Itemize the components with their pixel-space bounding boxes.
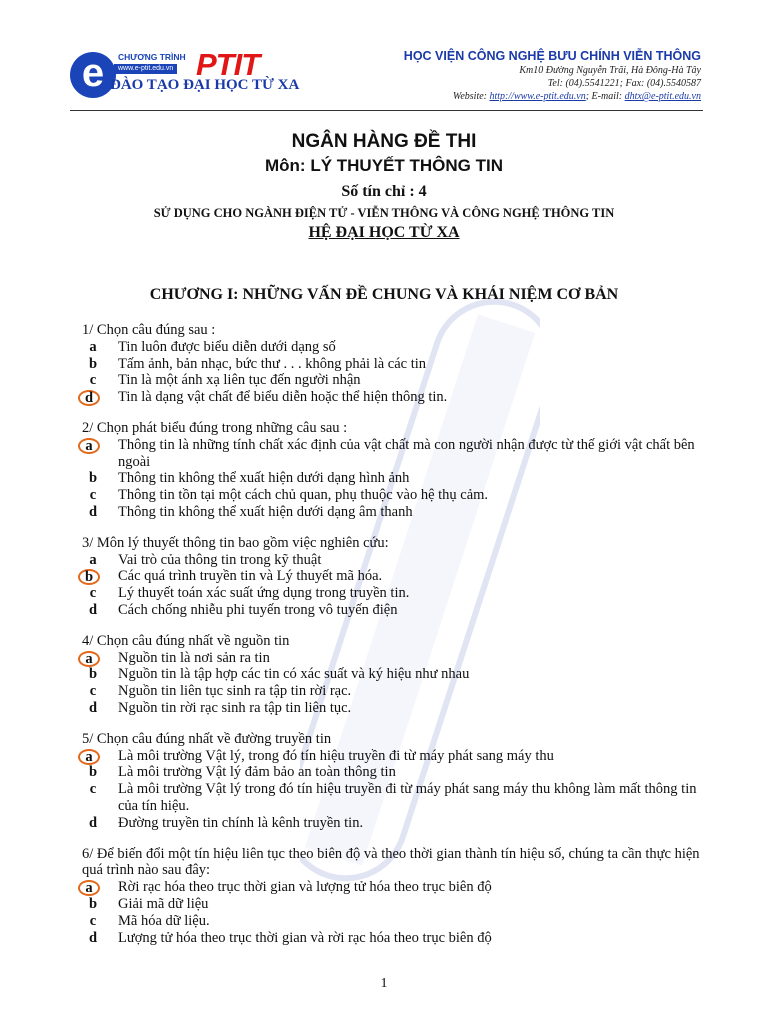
institution-name: HỌC VIỆN CÔNG NGHỆ BƯU CHÍNH VIỄN THÔNG (403, 49, 701, 63)
logo-brand: PTIT (196, 47, 260, 82)
option-text: Nguồn tin rời rạc sinh ra tập tin liên tục. (118, 699, 352, 716)
question-list (82, 322, 714, 960)
answer-option (82, 748, 714, 765)
option-text: Lý thuyết toán xác suất ứng dụng trong truyền tin. (118, 585, 410, 602)
option-letter: c (89, 372, 97, 389)
option-letter: b (88, 895, 98, 912)
question-item (82, 535, 714, 619)
selected-answer-letter: a (78, 651, 100, 667)
option-text: Rời rạc hóa theo trục thời gian và lượng tử hóa theo trục biên độ (118, 879, 492, 896)
option-letter: d (88, 699, 98, 716)
option-text: Tin luôn được biểu diễn dưới dạng số (118, 338, 336, 355)
option-letter: d (88, 929, 98, 946)
question-item (82, 846, 714, 947)
option-text: Lượng tử hóa theo trục thời gian và rời rạc hóa theo trục biên độ (118, 929, 492, 946)
answer-option (82, 764, 714, 781)
answer-option (82, 930, 714, 947)
ptit-logo (70, 47, 300, 105)
question-text: 2/ Chọn phát biểu đúng trong những câu sau : (82, 419, 348, 436)
option-letter: c (89, 683, 97, 700)
logo-program-label: CHƯƠNG TRÌNH (118, 52, 186, 62)
option-text: Tin là dạng vật chất để biểu diễn hoặc thể hiện thông tin. (118, 389, 448, 406)
email-link[interactable]: dhtx@e-ptit.edu.vn (624, 91, 701, 102)
answer-option (82, 896, 714, 913)
option-letter: b (88, 355, 98, 372)
option-letter: b (88, 666, 98, 683)
question-text: 3/ Môn lý thuyết thông tin bao gồm việc nghiên cứu: (82, 534, 389, 551)
usage-line: SỬ DỤNG CHO NGÀNH ĐIỆN TỬ - VIỄN THÔNG VÀ CÔNG NGHỆ THÔNG TIN (153, 206, 615, 220)
option-text: Thông tin là những tính chất xác định của vật chất mà con người nhận được từ thế giới vật chất bên ngoài (118, 436, 695, 470)
website-link[interactable]: http://www.e-ptit.edu.vn (489, 91, 586, 102)
option-letter: c (89, 781, 97, 798)
answer-option (82, 389, 714, 406)
option-letter: a (89, 338, 97, 355)
option-text: Cách chống nhiễu phi tuyến trong vô tuyến điện (118, 601, 398, 618)
answer-option (82, 339, 714, 356)
question-text: 1/ Chọn câu đúng sau : (82, 322, 216, 338)
option-text: Là môi trường Vật lý đảm bảo an toàn thông tin (118, 764, 396, 781)
option-text: Nguồn tin là tập hợp các tin có xác suất và ký hiệu như nhau (118, 666, 470, 683)
question-item (82, 322, 714, 406)
answer-option (82, 781, 714, 815)
logo-subtitle: ĐÀO TẠO ĐẠI HỌC TỪ XA (110, 77, 300, 93)
answer-option (82, 568, 714, 585)
page-number: 1 (380, 976, 388, 991)
question-text: 5/ Chọn câu đúng nhất về đường truyền tin (82, 730, 332, 747)
option-letter: b (88, 764, 98, 781)
answer-option (82, 879, 714, 896)
answer-option (82, 700, 714, 717)
institution-phone: Tel: (04).5541221; Fax: (04).5540587 (547, 78, 701, 89)
answer-option (82, 666, 714, 683)
page-header (0, 0, 768, 112)
question-item (82, 633, 714, 717)
selected-answer-letter: a (78, 438, 100, 454)
question-text: 4/ Chọn câu đúng nhất về nguồn tin (82, 632, 290, 649)
exam-title-block (0, 130, 768, 243)
credits-line: Số tín chỉ : 4 (341, 183, 427, 200)
answer-option (82, 815, 714, 832)
option-text: Thông tin tồn tại một cách chủ quan, phụ thuộc vào hệ thụ cảm. (118, 487, 489, 504)
system-line: HỆ ĐẠI HỌC TỪ XA (308, 224, 460, 241)
institution-contact (371, 90, 701, 103)
option-text: Mã hóa dữ liệu. (118, 912, 210, 929)
question-item (82, 731, 714, 832)
question-item (82, 420, 714, 521)
answer-option (82, 372, 714, 389)
institution-address: Km10 Đường Nguyễn Trãi, Hà Đông-Hà Tây (519, 65, 701, 76)
option-text: Tin là một ánh xạ liên tục đến người nhận (118, 372, 361, 389)
option-text: Nguồn tin là nơi sản ra tin (118, 649, 270, 666)
option-text: Là môi trường Vật lý, trong đó tín hiệu truyền đi từ máy phát sang máy thu (118, 747, 554, 764)
chapter-heading: CHƯƠNG I: NHỮNG VẤN ĐỀ CHUNG VÀ KHÁI NIỆM CƠ BẢN (149, 286, 619, 303)
subject-title: Môn: LÝ THUYẾT THÔNG TIN (265, 156, 503, 175)
header-divider (70, 110, 703, 111)
answer-option (82, 356, 714, 373)
option-text: Thông tin không thể xuất hiện dưới dạng hình ảnh (118, 470, 410, 487)
answer-option (82, 487, 714, 504)
email-label: ; E-mail: (585, 91, 625, 102)
selected-answer-letter: a (78, 749, 100, 765)
answer-option (82, 683, 714, 700)
answer-option (82, 504, 714, 521)
option-letter: c (89, 487, 97, 504)
answer-option (82, 602, 714, 619)
selected-answer-letter: d (78, 390, 100, 406)
option-text: Đường truyền tin chính là kênh truyền tin. (118, 814, 364, 831)
selected-answer-letter: a (78, 880, 100, 896)
answer-option (82, 437, 714, 471)
answer-option (82, 552, 714, 569)
answer-option (82, 470, 714, 487)
selected-answer-letter: b (78, 569, 100, 585)
logo-e-icon: e (70, 52, 116, 98)
answer-option (82, 585, 714, 602)
website-label: Website: (452, 91, 490, 102)
option-text: Tấm ảnh, bản nhạc, bức thư . . . không phải là các tin (118, 355, 427, 372)
answer-option (82, 913, 714, 930)
option-letter: d (88, 814, 98, 831)
option-letter: c (89, 585, 97, 602)
question-text: 6/ Để biến đổi một tín hiệu liên tục theo biên độ và theo thời gian thành tín hiệu số, chúng ta cần thực hiện quá trình nào sau đây: (82, 845, 700, 879)
option-text: Là môi trường Vật lý trong đó tín hiệu truyền đi từ máy phát sang máy thu không làm mất thông tin của tín hiệu. (118, 781, 697, 814)
answer-option (82, 650, 714, 667)
logo-url: www.e-ptit.edu.vn (114, 64, 177, 74)
option-text: Các quá trình truyền tin và Lý thuyết mã hóa. (118, 568, 383, 585)
exam-bank-title: NGÂN HÀNG ĐỀ THI (291, 131, 477, 152)
option-letter: b (88, 470, 98, 487)
option-text: Nguồn tin liên tục sinh ra tập tin rời rạc. (118, 683, 352, 700)
option-letter: c (89, 912, 97, 929)
option-letter: d (88, 503, 98, 520)
option-text: Giải mã dữ liệu (118, 895, 209, 912)
option-letter: a (89, 551, 97, 568)
option-text: Thông tin không thể xuất hiện dưới dạng âm thanh (118, 503, 413, 520)
option-text: Vai trò của thông tin trong kỹ thuật (118, 551, 322, 568)
institution-block (371, 48, 701, 103)
option-letter: d (88, 601, 98, 618)
